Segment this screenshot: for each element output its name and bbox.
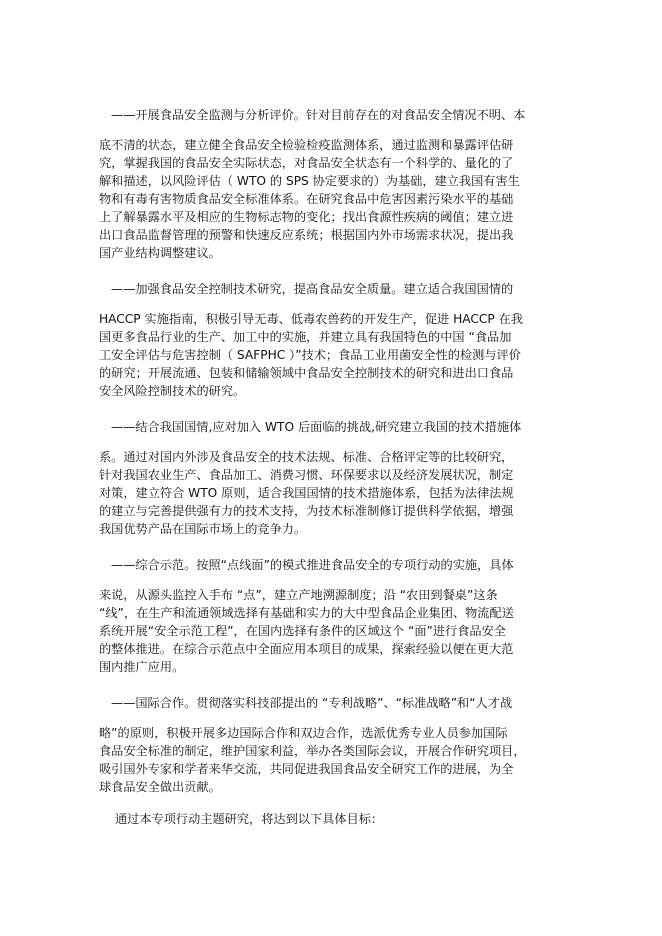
text-line: 国更多食品行业的生产、加工中的实施，并建立具有我国特色的中国 “食品加	[99, 330, 512, 344]
text-line: 通过本专项行动主题研究，将达到以下具体目标：	[115, 812, 384, 826]
paragraph-international-cooperation	[99, 694, 554, 796]
paragraph-monitoring	[99, 106, 554, 262]
paragraph-technical-measures	[99, 418, 554, 538]
text-line: 工安全评估与危害控制（ SAFPHC ）”技术；食品工业用菌安全性的检测与评价	[99, 348, 521, 362]
text-line: ——加强食品安全控制技术研究，提高食品安全质量。建立适合我国国情的	[111, 282, 514, 296]
text-line: 球食品安全做出贡献。	[99, 780, 221, 794]
text-line: 国产业结构调整建议。	[99, 246, 221, 260]
text-line: 系。通过对国内外涉及食品安全的技术法规、标准、合格评定等的比较研究，	[99, 450, 514, 464]
text-line: 食品安全标准的制定，维护国家利益，举办各类国际会议，开展合作研究项目，	[99, 744, 526, 758]
text-line: 究，掌握我国的食品安全实际状态，对食品安全状态有一个科学的、量化的了	[99, 156, 514, 170]
text-line: “线”，在生产和流通领域选择有基础和实力的大中型食品企业集团、物流配送	[99, 606, 514, 620]
text-line: 的整体推进。在综合示范点中全面应用本项目的成果，探索经验以便在更大范	[99, 642, 514, 656]
text-line: 围内推广应用。	[99, 660, 185, 674]
text-line: 略”的原则，积极开展多边国际合作和双边合作，选派优秀专业人员参加国际	[99, 726, 508, 740]
paragraph-control-technology	[99, 280, 554, 400]
text-line: 来说，从源头监控入手布 “点”，建立产地溯源制度；沿 “农田到餐桌”这条	[99, 588, 498, 602]
text-line: 对策，建立符合 WTO 原则，适合我国国情的技术措施体系，包括为法律法规	[99, 486, 514, 500]
paragraph-demonstration	[99, 556, 554, 676]
text-line: 系统开展“安全示范工程”，在国内选择有条件的区域这个 “面”进行食品安全	[99, 624, 506, 638]
text-line: 出口食品监督管理的预警和快速反应系统；根据国内外市场需求状况，提出我	[99, 228, 514, 242]
text-line: 安全风险控制技术的研究。	[99, 384, 246, 398]
text-line: 吸引国外专家和学者来华交流，共同促进我国食品安全研究工作的进展，为全	[99, 762, 514, 776]
text-line: ——开展食品安全监测与分析评价。针对目前存在的对食品安全情况不明、本	[111, 108, 526, 122]
text-line: ——结合我国国情,应对加入 WTO 后面临的挑战,研究建立我国的技术措施体	[111, 420, 522, 434]
paragraph-goals-intro	[99, 810, 554, 828]
text-line: ——国际合作。贯彻落实科技部提出的 “专利战略”、“标准战略”和“人才战	[111, 696, 513, 710]
text-line: 的研究；开展流通、包装和储输领域中食品安全控制技术的研究和进出口食品	[99, 366, 514, 380]
text-line: 的建立与完善提供强有力的技术支持，为技术标准制修订提供科学依据，增强	[99, 504, 514, 518]
text-line: 针对我国农业生产、食品加工、消费习惯、环保要求以及经济发展状况，制定	[99, 468, 514, 482]
text-line: 解和描述，以风险评估（ WTO 的 SPS 协定要求的）为基础，建立我国有害生	[99, 174, 520, 188]
text-line: 上了解暴露水平及相应的生物标志物的变化；找出食源性疾病的阈值；建立进	[99, 210, 514, 224]
text-line: ——综合示范。按照“点线面”的模式推进食品安全的专项行动的实施，具体	[111, 558, 514, 572]
text-line: 物和有毒有害物质食品安全标准体系。在研究食品中危害因素污染水平的基础	[99, 192, 514, 206]
text-line: 我国优势产品在国际市场上的竞争力。	[99, 522, 307, 536]
text-line: HACCP 实施指南，积极引导无毒、低毒农兽药的开发生产，促进 HACCP 在我	[99, 312, 523, 326]
text-line: 底不清的状态，建立健全食品安全检验检疫监测体系，通过监测和暴露评估研	[99, 138, 514, 152]
